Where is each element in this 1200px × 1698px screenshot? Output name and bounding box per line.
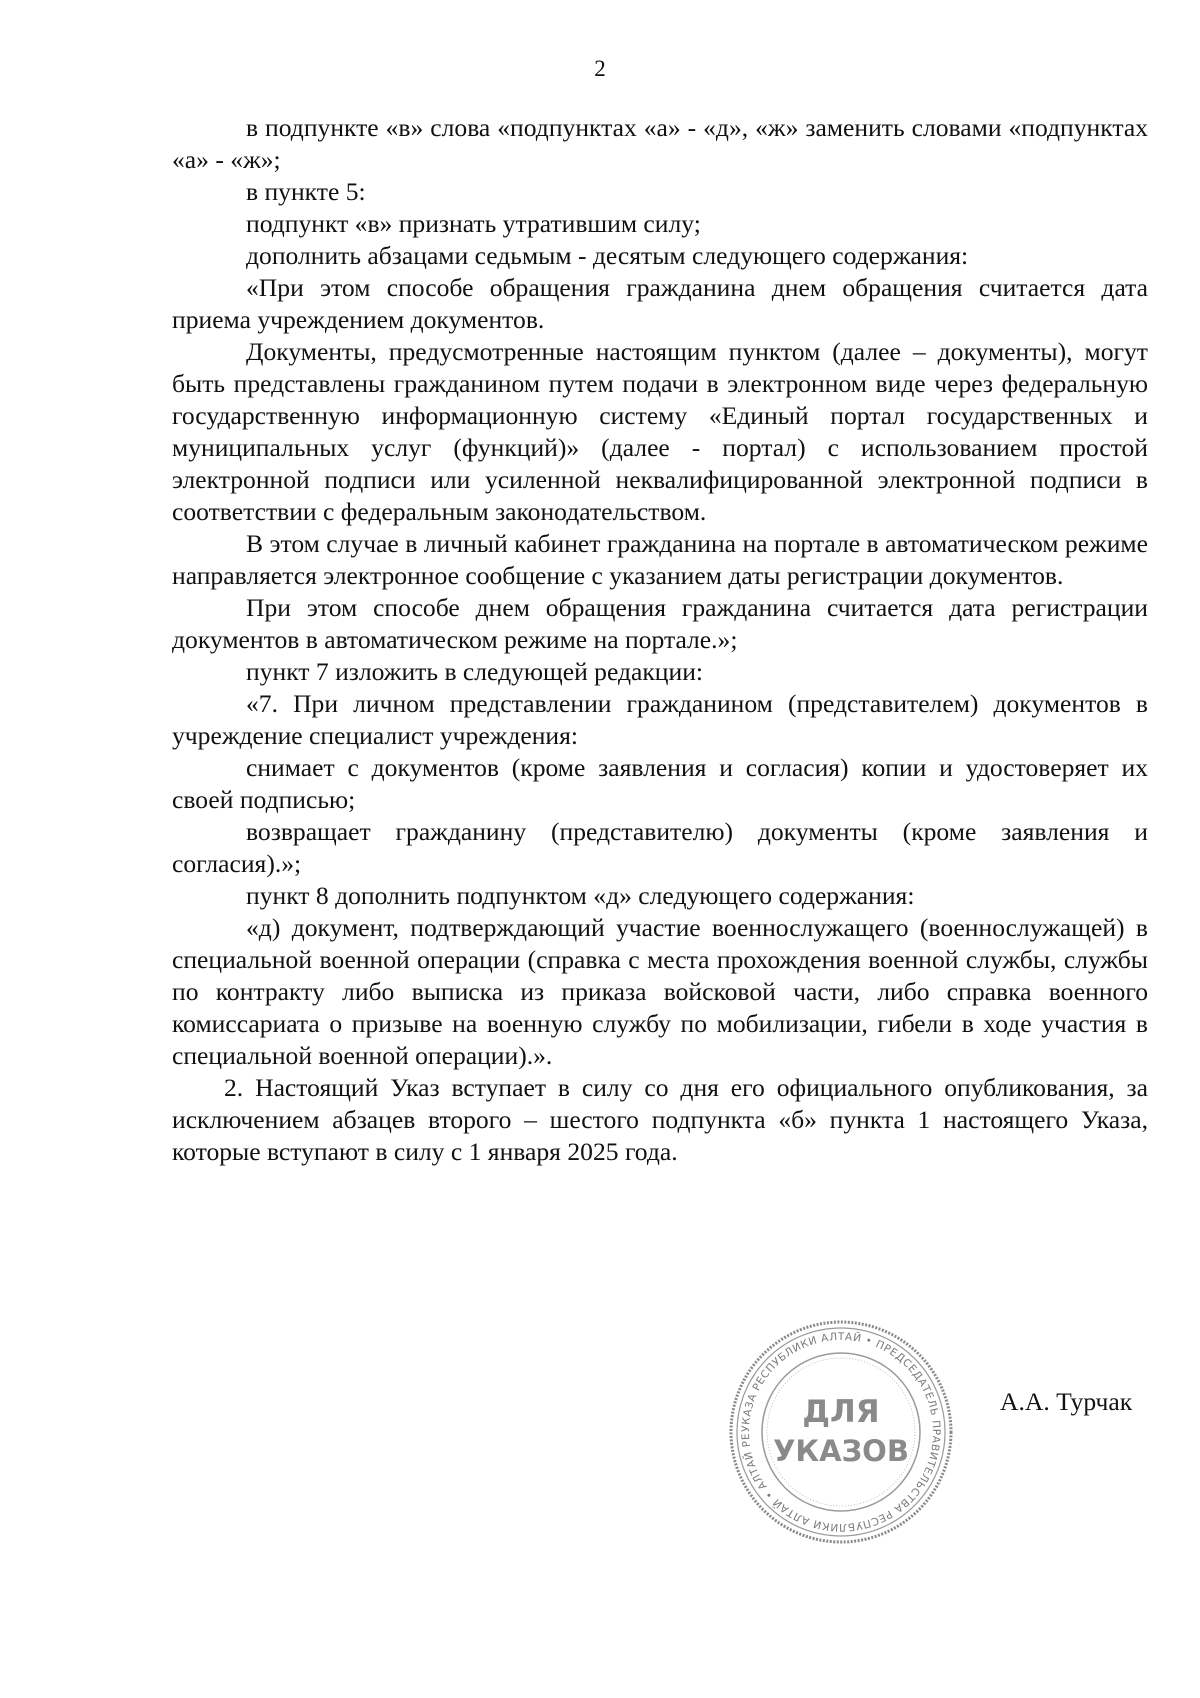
paragraph: пункт 7 изложить в следующей редакции: bbox=[246, 657, 704, 686]
paragraph: в подпункте «в» слова «подпунктах «а» - «д», «ж» заменить словами «подпунктах «а» - «ж»; bbox=[172, 113, 1148, 174]
paragraph: дополнить абзацами седьмым - десятым следующего содержания: bbox=[246, 241, 969, 270]
signature-name: А.А. Турчак bbox=[1000, 1387, 1133, 1416]
paragraph: подпункт «в» признать утратившим силу; bbox=[246, 209, 701, 238]
paragraph: «При этом способе обращения гражданина днем обращения считается дата приема учреждением документов. bbox=[172, 273, 1148, 334]
paragraph: пункт 8 дополнить подпунктом «д» следующего содержания: bbox=[246, 881, 915, 910]
seal-center-line-2: УКАЗОВ bbox=[773, 1434, 909, 1468]
paragraph: снимает с документов (кроме заявления и согласия) копии и удостоверяет их своей подписью; bbox=[172, 753, 1148, 814]
paragraph: Документы, предусмотренные настоящим пунктом (далее – документы), могут быть представлены гражданином путем подачи в электронном виде через федеральную государственную информационную систему «Единый портал государственных и муниципальных услуг (функций)» (далее - портал) с использованием простой электронной подписи или усиленной неквалифицированной электронной подписи в соответствии с федеральным законодательством. bbox=[172, 337, 1148, 526]
seal-center-line-1: ДЛЯ bbox=[802, 1394, 880, 1430]
document-body bbox=[172, 112, 1148, 1168]
paragraph: «7. При личном представлении гражданином (представителем) документов в учреждение специалист учреждения: bbox=[172, 689, 1148, 750]
seal-ring-text: УКАЗА РЕСПУБЛИКИ АЛТАЙ • ПРЕДСЕДАТЕЛЬ ПРАВИТЕЛЬСТВА РЕСПУБЛИКИ АЛТАЙ • АЛТАЙ РЕ bbox=[739, 1330, 943, 1534]
paragraph: «д) документ, подтверждающий участие военнослужащего (военнослужащей) в специальной военной операции (справка с места прохождения военной службы, службы по контракту либо выписка из приказа войсковой части, либо справка военного комиссариата о призыве на военную службу по мобилизации, гибели в ходе участия в специальной военной операции).». bbox=[172, 913, 1148, 1070]
paragraph: В этом случае в личный кабинет гражданина на портале в автоматическом режиме направляется электронное сообщение с указанием даты регистрации документов. bbox=[172, 529, 1148, 590]
page-number: 2 bbox=[594, 56, 606, 81]
paragraph-clause-2: 2. Настоящий Указ вступает в силу со дня его официального опубликования, за исключением абзацев второго – шестого подпункта «б» пункта 1 настоящего Указа, которые вступают в силу с 1 января 2025 года. bbox=[172, 1073, 1148, 1166]
official-seal bbox=[727, 1318, 955, 1546]
paragraph: в пункте 5: bbox=[246, 177, 366, 206]
paragraph: При этом способе днем обращения гражданина считается дата регистрации документов в автоматическом режиме на портале.»; bbox=[172, 593, 1148, 654]
paragraph: возвращает гражданину (представителю) документы (кроме заявления и согласия).»; bbox=[172, 817, 1148, 878]
